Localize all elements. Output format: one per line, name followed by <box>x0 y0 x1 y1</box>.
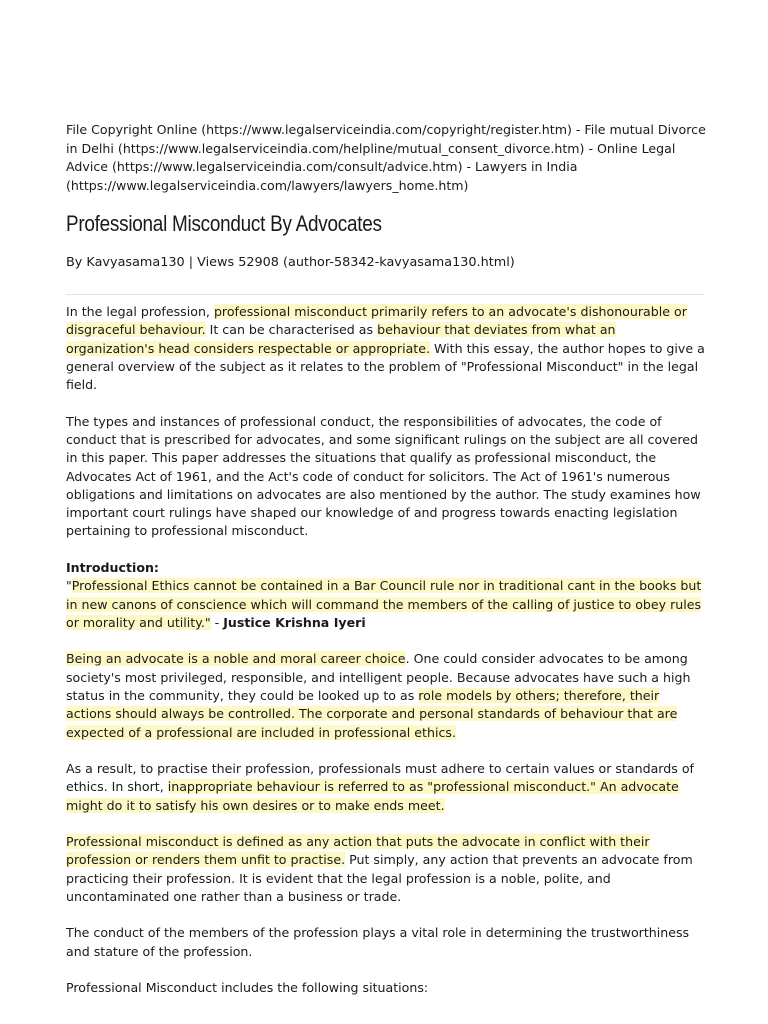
highlighted-text: Being an advocate is a noble and moral career choice <box>66 651 406 667</box>
quote-mark: " <box>66 578 72 594</box>
situations-heading: Professional Misconduct includes the following situations: <box>66 980 429 996</box>
highlighted-text: Professional misconduct is defined as any action that puts the advocate in conflict with their profession or renders them unfit to practise. <box>66 834 650 868</box>
highlighted-text: inappropriate behaviour is referred to as "professional misconduct." An advocate might do it to satisfy his own desires or to make ends meet. <box>66 779 679 813</box>
related-links-paragraph[interactable]: File Copyright Online (https://www.legalserviceindia.com/copyright/register.htm) - File mutual Divorce in Delhi (https://www.legalserviceindia.com/helpline/mutual_consent_divorce.htm) - Online Legal Advice (https://www.legalserviceindia.com/consult/advice.htm) - Lawyers in India (https://www.legalserviceindia.com/lawyers/lawyers_home.htm) <box>66 122 706 193</box>
paragraph-ethics-values <box>66 760 706 815</box>
highlighted-text: behaviour that deviates from what an organization's head considers respectable or appropriate. <box>66 322 616 356</box>
article-body <box>66 303 706 998</box>
article-title: Professional Misconduct By Advocates <box>66 211 382 236</box>
paragraph-conduct-role: The conduct of the members of the profession plays a vital role in determining the trustworthiness and stature of the profession. <box>66 925 690 959</box>
text-run: With this essay, the author hopes to give a general overview of the subject as it relates to the problem of "Professional Misconduct" in the legal field. <box>66 340 705 393</box>
highlighted-text: professional misconduct primarily refers to an advocate's dishonourable or disgraceful behaviour. <box>66 304 687 338</box>
text-run: It can be characterised as <box>205 322 378 338</box>
article-byline[interactable]: By Kavyasama130 | Views 52908 (author-58342-kavyasama130.html) <box>66 255 515 270</box>
text-run: . One could consider advocates to be among society's most privileged, responsible, and intelligent people. Because advocates have such a high status in the community, they could be looked up to as <box>66 651 691 703</box>
highlighted-quote: Professional Ethics cannot be contained in a Bar Council rule nor in traditional cant in the books but in new canons of conscience which will command the members of the calling of justice to obey rules or morality and utility." <box>66 578 702 630</box>
paragraph-noble-career <box>66 650 706 741</box>
highlighted-text: role models by others; therefore, their actions should always be controlled. The corporate and personal standards of behaviour that are expected of a professional are included in professional ethics. <box>66 687 678 740</box>
text-run: Put simply, any action that prevents an advocate from practicing their profession. It is evident that the legal profession is a noble, polite, and uncontaminated one rather than a business or trade. <box>66 852 693 904</box>
quote-paragraph <box>66 577 706 632</box>
divider <box>66 294 704 295</box>
quote-attribution: Justice Krishna Iyeri <box>223 614 366 630</box>
paragraph-intro-overview <box>66 303 706 394</box>
text-run: In the legal profession, <box>66 304 214 319</box>
paragraph-scope: The types and instances of professional conduct, the responsibilities of advocates, the code of conduct that is prescribed for advocates, and some significant rulings on the subject are all covered in this paper. This paper addresses the situations that qualify as professional misconduct, the Advocates Act of 1961, and the Act's code of conduct for solicitors. The Act of 1961's numerous obligations and limitations on advocates are also mentioned by the author. The study examines how important court rulings have shaped our knowledge of and progress towards enacting legislation pertaining to professional misconduct. <box>66 413 701 539</box>
paragraph-definition <box>66 833 706 906</box>
introduction-heading: Introduction: <box>66 559 159 575</box>
text-run: As a result, to practise their profession, professionals must adhere to certain values or standards of ethics. In short, <box>66 760 694 795</box>
quote-dash: - <box>210 614 224 630</box>
